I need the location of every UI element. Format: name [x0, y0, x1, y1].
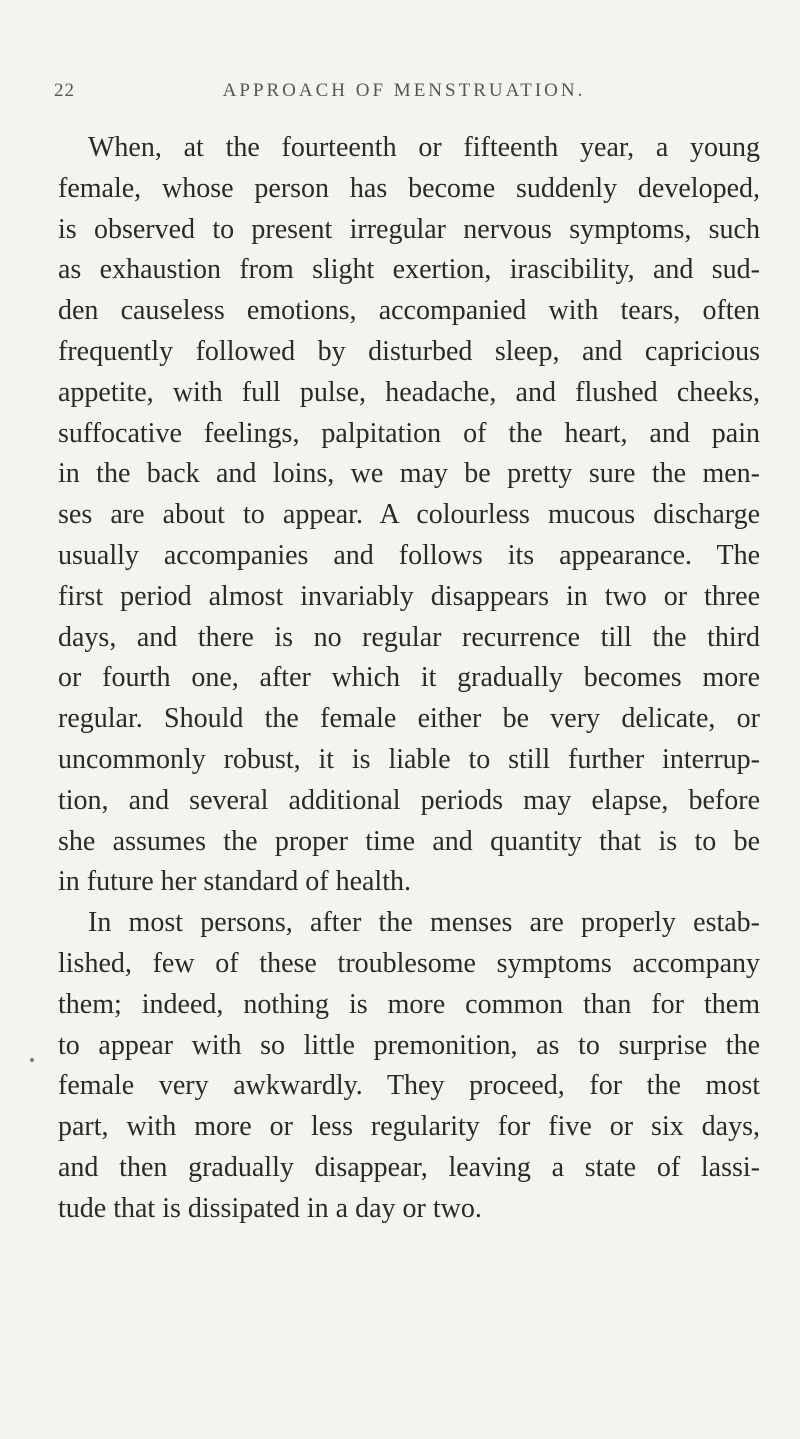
running-title: APPROACH OF MENSTRUATION.	[222, 80, 586, 101]
text-line: in future her standard of health.	[58, 866, 411, 898]
text-line: den causeless emotions, accompanied with tears, often	[58, 295, 760, 327]
text-line: or fourth one, after which it gradually becomes more	[58, 662, 760, 694]
text-line: tion, and several additional periods may elapse, before	[58, 784, 760, 816]
text-line: part, with more or less regularity for five or six days,	[58, 1111, 760, 1143]
text-line: female, whose person has become suddenly developed,	[58, 172, 760, 204]
text-line: When, at the fourteenth or fifteenth year, a young	[88, 132, 760, 163]
body-text	[58, 128, 760, 1230]
page-number: 22	[54, 80, 75, 101]
text-line: and then gradually disappear, leaving a state of lassi-	[58, 1151, 760, 1183]
text-line: tude that is dissipated in a day or two.	[58, 1192, 482, 1224]
text-line: female very awkwardly. They proceed, for the most	[58, 1070, 760, 1102]
text-line: usually accompanies and follows its appearance. The	[58, 539, 760, 571]
paragraph-2	[58, 903, 760, 1229]
text-line: suffocative feelings, palpitation of the heart, and pain	[58, 417, 760, 449]
paragraph-1	[58, 128, 760, 903]
text-line: to appear with so little premonition, as to surprise the	[58, 1029, 760, 1061]
running-head	[54, 80, 754, 110]
text-line: she assumes the proper time and quantity that is to be	[58, 825, 760, 857]
text-line: in the back and loins, we may be pretty sure the men-	[58, 458, 760, 490]
text-line: lished, few of these troublesome symptoms accompany	[58, 947, 760, 979]
text-line: days, and there is no regular recurrence till the third	[58, 621, 760, 653]
text-line: them; indeed, nothing is more common than for them	[58, 988, 760, 1020]
text-line: is observed to present irregular nervous symptoms, such	[58, 213, 760, 245]
margin-dot	[30, 1058, 34, 1062]
text-line: ses are about to appear. A colourless mucous discharge	[58, 499, 760, 531]
text-line: as exhaustion from slight exertion, irascibility, and sud-	[58, 254, 760, 286]
text-line: regular. Should the female either be very delicate, or	[58, 703, 760, 735]
text-line: In most persons, after the menses are properly estab-	[88, 907, 760, 939]
text-line: appetite, with full pulse, headache, and flushed cheeks,	[58, 376, 760, 408]
text-line: uncommonly robust, it is liable to still further interrup-	[58, 743, 760, 775]
text-line: frequently followed by disturbed sleep, and capricious	[58, 335, 760, 367]
text-line: first period almost invariably disappears in two or three	[58, 580, 760, 612]
